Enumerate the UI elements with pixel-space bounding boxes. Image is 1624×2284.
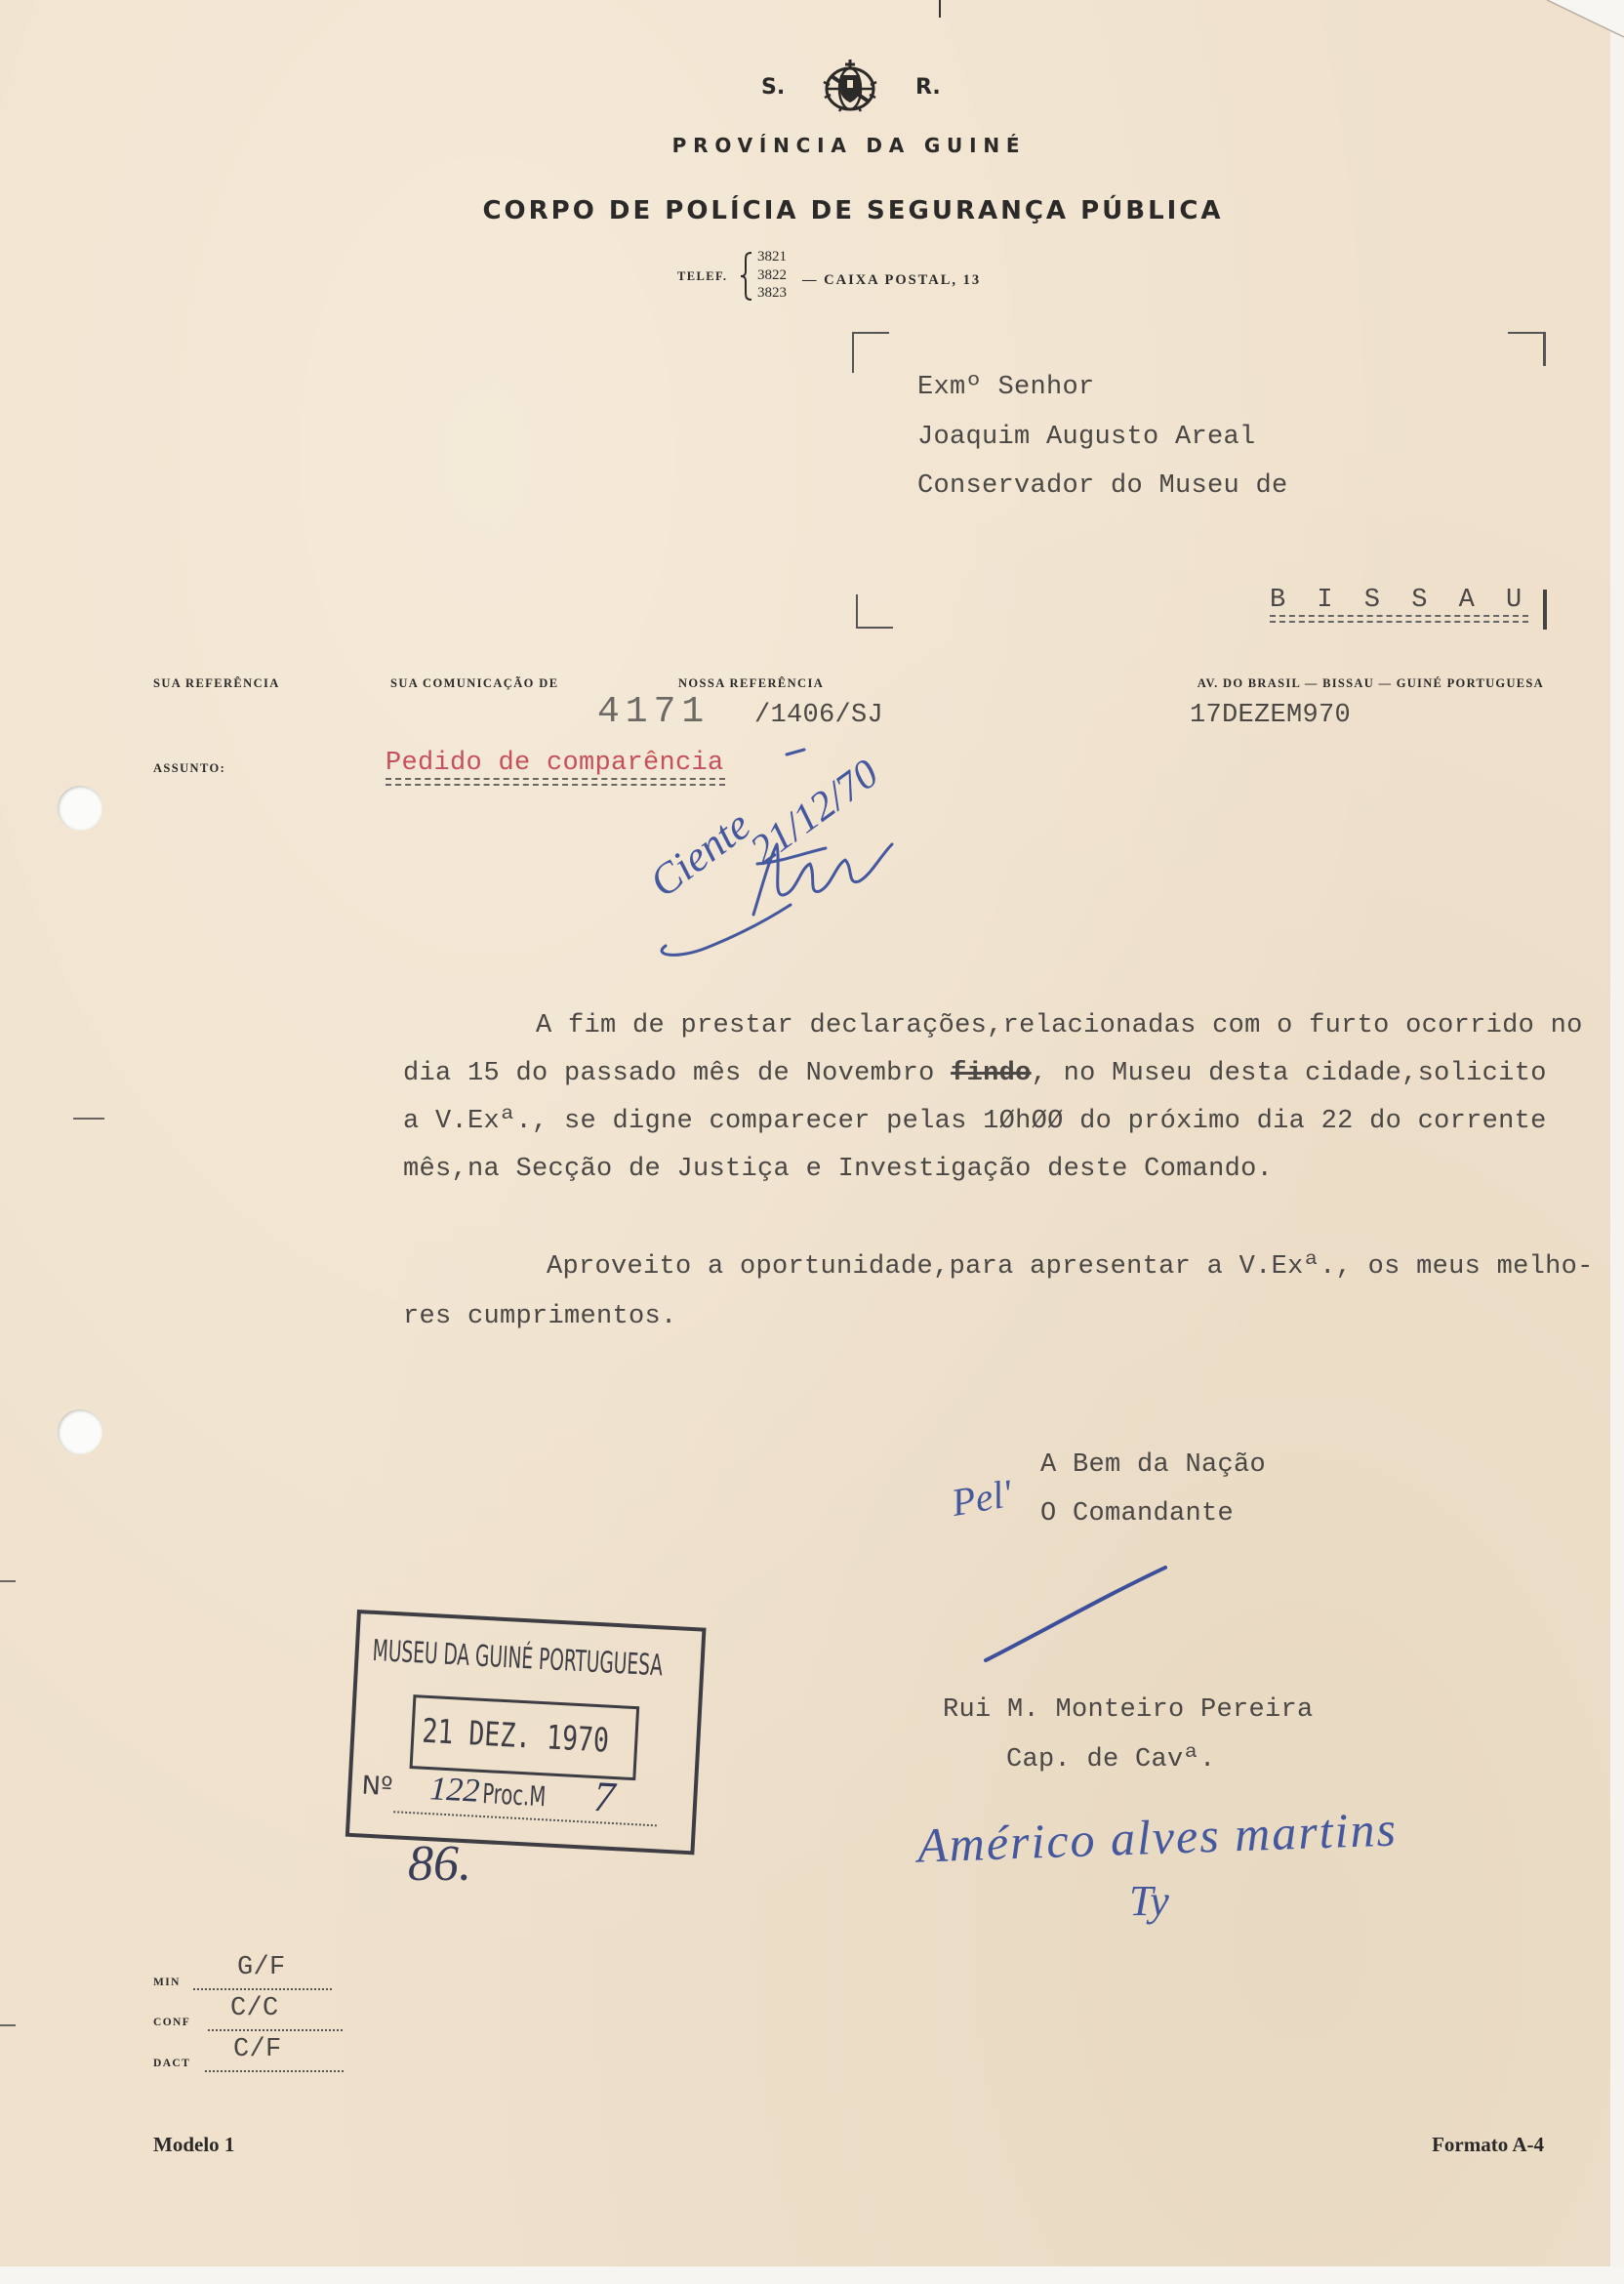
emblem-right-letter: R. <box>915 75 941 100</box>
stamp-proc-value: 7 <box>592 1772 617 1822</box>
recipient-city-underline <box>1270 615 1528 623</box>
footer-dact-value: C/F <box>233 2035 282 2064</box>
corps-heading: CORPO DE POLÍCIA DE SEGURANÇA PÚBLICA <box>482 196 1224 225</box>
stamp-date: 21 DEZ. 1970 <box>421 1711 610 1761</box>
footer-conf-label: CONF <box>153 2017 191 2028</box>
fold-mark-1 <box>73 1118 104 1120</box>
punch-hole-top <box>58 786 102 831</box>
address-bracket-bottom-right <box>1543 590 1547 630</box>
folded-corner <box>1522 0 1624 43</box>
telephone-brace <box>740 252 753 301</box>
subject-value: Pedido de comparência <box>386 749 724 778</box>
closing-per-mark: Pel' <box>948 1470 1016 1526</box>
stamp-title: MUSEU DA GUINÉ PORTUGUESA <box>371 1633 664 1684</box>
address-bracket-top-right <box>1508 332 1546 366</box>
handwritten-note-signature <box>634 747 917 971</box>
telephone-label: TELEF. <box>677 269 728 283</box>
handwritten-name: Américo alves martins <box>916 1801 1399 1873</box>
footer-conf-value: C/C <box>230 1994 279 2023</box>
address-bracket-bottom-left <box>856 594 893 629</box>
body-paragraph2-line1: Aproveito a oportunidade,para apresentar a V.Exª., os meus melho- <box>547 1252 1594 1282</box>
stamp-number-label: Nº <box>360 1771 394 1803</box>
letter-date: 17DEZEM970 <box>1190 701 1352 730</box>
emblem-left-letter: S. <box>761 75 786 100</box>
telephone-number-2: 3822 <box>757 267 787 283</box>
body-paragraph1-line1: A fim de prestar declarações,relacionadas com o furto ocorrido no <box>536 1011 1583 1040</box>
recipient-title: Conservador do Museu de <box>917 471 1288 501</box>
address-label: AV. DO BRASIL — BISSAU — GUINÉ PORTUGUESA <box>1197 676 1544 690</box>
stamp-date-box <box>410 1694 640 1780</box>
top-edge-mark <box>939 0 941 18</box>
footer-model: Modelo 1 <box>153 2133 235 2156</box>
our-reference-number: 4171 <box>597 691 710 733</box>
fold-mark-2 <box>0 1580 16 1582</box>
telephone-number-3: 3823 <box>757 285 787 301</box>
your-communication-label: SUA COMUNICAÇÃO DE <box>390 676 559 690</box>
body-line2-start: dia 15 do passado mês de Novembro <box>403 1059 952 1088</box>
scan-right-edge <box>1610 0 1624 2284</box>
footer-format: Formato A-4 <box>1432 2133 1544 2156</box>
stamp-handwritten-note: 86. <box>408 1836 471 1892</box>
coat-of-arms-icon <box>820 59 880 115</box>
punch-hole-bottom <box>58 1409 102 1454</box>
body-paragraph1-line3: a V.Exª., se digne comparecer pelas 1ØhØØ do próximo dia 22 do corrente <box>403 1107 1547 1136</box>
closing-motto: A Bem da Nação <box>1040 1450 1267 1480</box>
signatory-name: Rui M. Monteiro Pereira <box>943 1695 1314 1725</box>
footer-dact-line <box>205 2070 344 2072</box>
our-reference-label: NOSSA REFERÊNCIA <box>678 676 825 690</box>
footer-min-value: G/F <box>237 1953 286 1982</box>
body-line2-struck-word: findo <box>951 1059 1032 1088</box>
stamp-number-line <box>393 1811 657 1826</box>
closing-role: O Comandante <box>1040 1499 1235 1529</box>
postal-box: — CAIXA POSTAL, 13 <box>802 272 982 288</box>
footer-dact-label: DACT <box>153 2058 191 2069</box>
recipient-salutation: Exmº Senhor <box>917 373 1095 402</box>
our-reference-suffix: /1406/SJ <box>754 701 884 730</box>
museum-receipt-stamp <box>345 1610 707 1855</box>
body-paragraph1-line2 <box>403 1057 1547 1090</box>
scan-bottom-edge <box>0 2266 1624 2284</box>
body-line2-end: , no Museu desta cidade,solicito <box>1031 1059 1547 1088</box>
telephone-number-1: 3821 <box>757 249 787 265</box>
handwritten-initials: Ty <box>1129 1877 1169 1925</box>
body-paragraph2-line2: res cumprimentos. <box>403 1302 677 1331</box>
handwritten-note-word: Ciente <box>640 800 759 907</box>
address-bracket-top-left <box>852 332 889 373</box>
footer-min-label: MIN <box>153 1977 181 1988</box>
your-reference-label: SUA REFERÊNCIA <box>153 676 280 690</box>
stamp-number: 122 <box>428 1771 481 1810</box>
footer-conf-line <box>208 2029 343 2031</box>
footer-min-line <box>193 1988 332 1990</box>
stamp-proc-label: Proc.M <box>481 1776 548 1814</box>
recipient-city: B I S S A U <box>1270 586 1530 615</box>
province-heading: PROVÍNCIA DA GUINÉ <box>671 134 1027 157</box>
subject-label: ASSUNTO: <box>153 761 226 775</box>
body-paragraph1-line4: mês,na Secção de Justiça e Investigação deste Comando. <box>403 1155 1274 1184</box>
signature-stroke <box>976 1558 1176 1670</box>
handwritten-note-date: 21/12/70 <box>742 751 887 874</box>
recipient-name: Joaquim Augusto Areal <box>917 423 1256 452</box>
fold-mark-3 <box>0 2024 16 2026</box>
signatory-rank: Cap. de Cavª. <box>1006 1745 1216 1774</box>
